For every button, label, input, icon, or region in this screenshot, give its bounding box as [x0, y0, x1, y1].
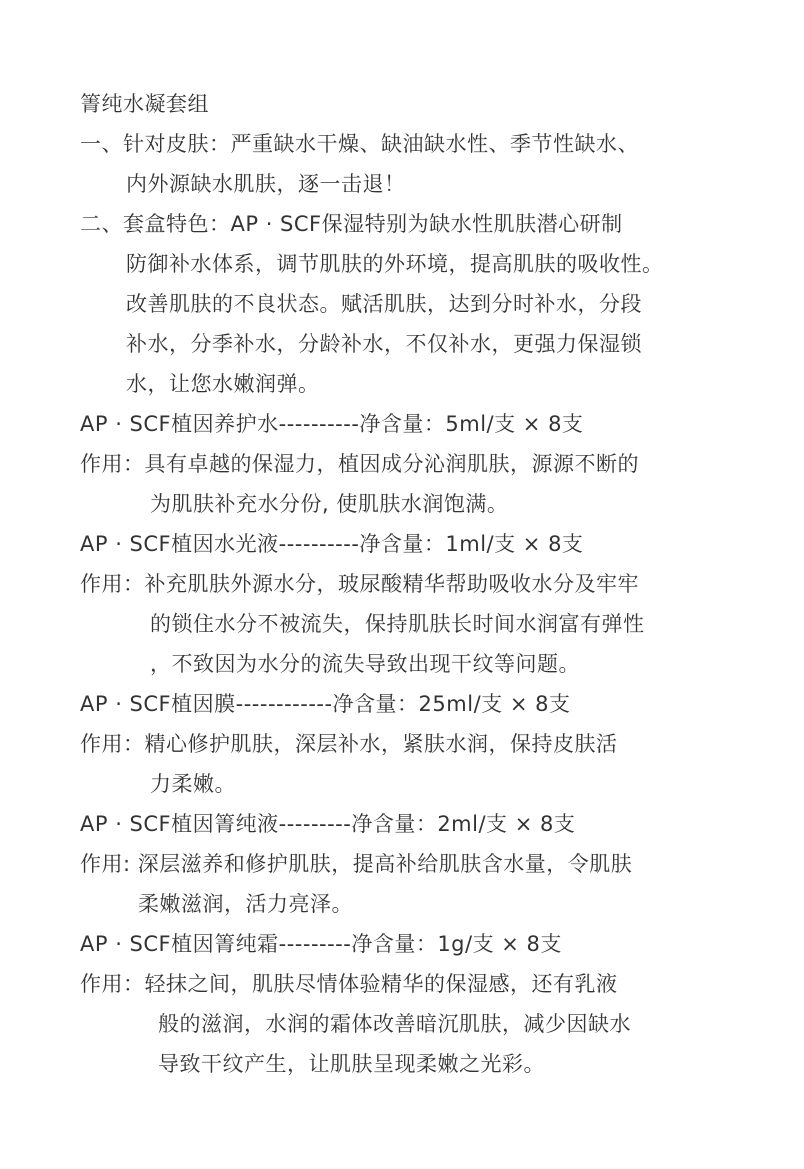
product-4-effect-line-2: 柔嫩滋润，活力亮泽。 [138, 892, 353, 916]
section-2-line-2: 防御补水体系，调节肌肤的外环境，提高肌肤的吸收性。 [126, 252, 664, 276]
section-1-line-1: 一、针对皮肤：严重缺水干燥、缺油缺水性、季节性缺水、 [80, 132, 639, 156]
section-2-line-3: 改善肌肤的不良状态。赋活肌肤，达到分时补水，分段 [126, 292, 642, 316]
product-1-effect-line-2: 为肌肤补充水分份, 使肌肤水润饱满。 [150, 492, 509, 516]
product-2-effect-line-1: 作用：补充肌肤外源水分，玻尿酸精华帮助吸收水分及牢牢 [80, 572, 639, 596]
product-3-effect-line-2: 力柔嫩。 [150, 772, 236, 796]
product-2-heading: AP · SCF植因水光液----------净含量：1ml/支 × 8支 [80, 532, 584, 556]
product-4-heading: AP · SCF植因箐纯液---------净含量：2ml/支 × 8支 [80, 812, 576, 836]
section-2-line-1: 二、套盒特色：AP · SCF保湿特别为缺水性肌肤潜心研制 [80, 212, 623, 236]
product-3-heading: AP · SCF植因膜------------净含量：25ml/支 × 8支 [80, 692, 571, 716]
product-5-effect-line-2: 般的滋润，水润的霜体改善暗沉肌肤，减少因缺水 [158, 1012, 631, 1036]
product-3-effect-line-1: 作用：精心修护肌肤，深层补水，紧肤水润，保持皮肤活 [80, 732, 618, 756]
product-2-effect-line-2: 的锁住水分不被流失，保持肌肤长时间水润富有弹性 [150, 612, 645, 636]
product-4-effect-line-1: 作用: 深层滋养和修护肌肤，提高补给肌肤含水量，令肌肤 [80, 852, 633, 876]
section-2-line-5: 水，让您水嫩润弹。 [126, 372, 320, 396]
product-1-heading: AP · SCF植因养护水----------净含量：5ml/支 × 8支 [80, 412, 584, 436]
product-1-effect-line-1: 作用：具有卓越的保湿力，植因成分沁润肌肤，源源不断的 [80, 452, 639, 476]
product-5-effect-line-3: 导致干纹产生，让肌肤呈现柔嫩之光彩。 [158, 1052, 545, 1076]
product-2-effect-line-3: ，不致因为水分的流失导致出现干纹等问题。 [150, 652, 580, 676]
section-1-line-2: 内外源缺水肌肤，逐一击退！ [126, 172, 406, 196]
product-5-effect-line-1: 作用：轻抹之间，肌肤尽情体验精华的保湿感，还有乳液 [80, 972, 618, 996]
document-title: 箐纯水凝套组 [80, 92, 209, 116]
section-2-line-4: 补水，分季补水，分龄补水，不仅补水，更强力保湿锁 [126, 332, 642, 356]
product-5-heading: AP · SCF植因箐纯霜---------净含量：1g/支 × 8支 [80, 932, 562, 956]
